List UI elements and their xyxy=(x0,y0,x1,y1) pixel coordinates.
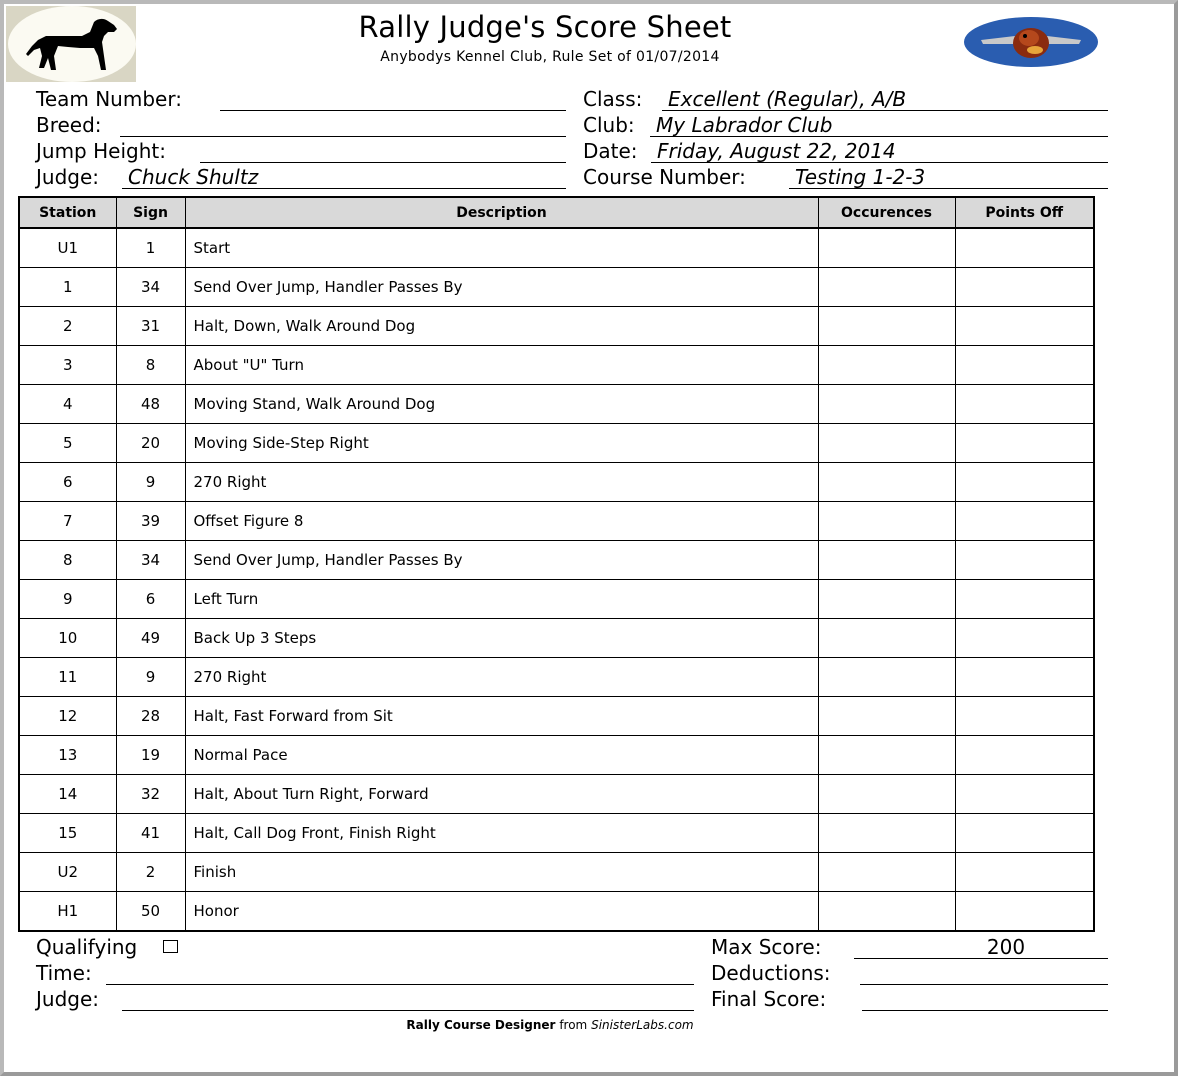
occurences-cell[interactable] xyxy=(818,658,955,697)
station-cell: H1 xyxy=(19,892,116,932)
sign-cell: 9 xyxy=(116,658,185,697)
points-off-cell[interactable] xyxy=(955,541,1094,580)
sign-cell: 34 xyxy=(116,268,185,307)
club-label: Club: xyxy=(583,113,635,137)
team-number-label: Team Number: xyxy=(36,87,182,111)
occurences-cell[interactable] xyxy=(818,853,955,892)
sign-cell: 6 xyxy=(116,580,185,619)
table-row xyxy=(19,853,1094,892)
description-cell: Normal Pace xyxy=(185,736,818,775)
station-cell: 7 xyxy=(19,502,116,541)
occurences-cell[interactable] xyxy=(818,385,955,424)
table-row xyxy=(19,775,1094,814)
jump-height-label: Jump Height: xyxy=(36,139,166,163)
occurences-cell[interactable] xyxy=(818,541,955,580)
occurences-cell[interactable] xyxy=(818,736,955,775)
description-cell: Finish xyxy=(185,853,818,892)
points-off-cell[interactable] xyxy=(955,892,1094,932)
col-header-sign: Sign xyxy=(116,197,185,228)
station-cell: 12 xyxy=(19,697,116,736)
table-row xyxy=(19,463,1094,502)
col-header-occurences: Occurences xyxy=(818,197,955,228)
table-row xyxy=(19,424,1094,463)
points-off-cell[interactable] xyxy=(955,736,1094,775)
table-row xyxy=(19,736,1094,775)
station-cell: 2 xyxy=(19,307,116,346)
table-row xyxy=(19,892,1094,932)
date-label: Date: xyxy=(583,139,638,163)
sign-cell: 20 xyxy=(116,424,185,463)
station-cell: 3 xyxy=(19,346,116,385)
jump-height-field[interactable] xyxy=(200,139,566,163)
footer-credit xyxy=(300,1018,800,1032)
sign-cell: 49 xyxy=(116,619,185,658)
table-row xyxy=(19,307,1094,346)
table-row xyxy=(19,502,1094,541)
col-header-station: Station xyxy=(19,197,116,228)
occurences-cell[interactable] xyxy=(818,228,955,268)
occurences-cell[interactable] xyxy=(818,268,955,307)
points-off-cell[interactable] xyxy=(955,268,1094,307)
sign-cell: 48 xyxy=(116,385,185,424)
sign-cell: 50 xyxy=(116,892,185,932)
deductions-label: Deductions: xyxy=(711,961,831,985)
description-cell: 270 Right xyxy=(185,658,818,697)
occurences-cell[interactable] xyxy=(818,580,955,619)
club-field[interactable]: My Labrador Club xyxy=(650,113,1108,137)
occurences-cell[interactable] xyxy=(818,775,955,814)
description-cell: Halt, Call Dog Front, Finish Right xyxy=(185,814,818,853)
table-header-row xyxy=(19,197,1094,228)
sign-cell: 1 xyxy=(116,228,185,268)
max-score-field[interactable]: 200 xyxy=(854,935,1108,959)
points-off-cell[interactable] xyxy=(955,424,1094,463)
final-score-label: Final Score: xyxy=(711,987,827,1011)
sign-cell: 39 xyxy=(116,502,185,541)
judge-label: Judge: xyxy=(36,165,100,189)
col-header-points-off: Points Off xyxy=(955,197,1094,228)
occurences-cell[interactable] xyxy=(818,619,955,658)
points-off-cell[interactable] xyxy=(955,346,1094,385)
sign-cell: 28 xyxy=(116,697,185,736)
occurences-cell[interactable] xyxy=(818,463,955,502)
station-cell: 8 xyxy=(19,541,116,580)
sign-cell: 19 xyxy=(116,736,185,775)
points-off-cell[interactable] xyxy=(955,775,1094,814)
sign-cell: 41 xyxy=(116,814,185,853)
table-row xyxy=(19,658,1094,697)
station-cell: 15 xyxy=(19,814,116,853)
points-off-cell[interactable] xyxy=(955,814,1094,853)
points-off-cell[interactable] xyxy=(955,228,1094,268)
page-title: Rally Judge's Score Sheet xyxy=(358,10,732,44)
occurences-cell[interactable] xyxy=(818,697,955,736)
description-cell: Send Over Jump, Handler Passes By xyxy=(185,268,818,307)
footer-product: Rally Course Designer xyxy=(406,1018,556,1032)
time-field[interactable] xyxy=(106,961,694,985)
occurences-cell[interactable] xyxy=(818,814,955,853)
station-cell: U2 xyxy=(19,853,116,892)
table-row xyxy=(19,385,1094,424)
description-cell: Start xyxy=(185,228,818,268)
description-cell: Halt, About Turn Right, Forward xyxy=(185,775,818,814)
final-score-field[interactable] xyxy=(862,987,1108,1011)
max-score-label: Max Score: xyxy=(711,935,822,959)
description-cell: Send Over Jump, Handler Passes By xyxy=(185,541,818,580)
points-off-cell[interactable] xyxy=(955,853,1094,892)
points-off-cell[interactable] xyxy=(955,385,1094,424)
station-cell: U1 xyxy=(19,228,116,268)
sign-cell: 9 xyxy=(116,463,185,502)
occurences-cell[interactable] xyxy=(818,424,955,463)
course-number-field[interactable]: Testing 1-2-3 xyxy=(789,165,1108,189)
footer-from: from xyxy=(559,1018,588,1032)
station-cell: 14 xyxy=(19,775,116,814)
sign-cell: 32 xyxy=(116,775,185,814)
col-header-description: Description xyxy=(185,197,818,228)
occurences-cell[interactable] xyxy=(818,346,955,385)
station-cell: 5 xyxy=(19,424,116,463)
sign-cell: 2 xyxy=(116,853,185,892)
score-table xyxy=(18,196,1095,932)
station-cell: 4 xyxy=(19,385,116,424)
deductions-field[interactable] xyxy=(860,961,1108,985)
occurences-cell[interactable] xyxy=(818,502,955,541)
station-cell: 13 xyxy=(19,736,116,775)
occurences-cell[interactable] xyxy=(818,307,955,346)
station-cell: 9 xyxy=(19,580,116,619)
footer-site-link[interactable]: SinisterLabs.com xyxy=(591,1018,694,1032)
description-cell: Honor xyxy=(185,892,818,932)
description-cell: 270 Right xyxy=(185,463,818,502)
class-label: Class: xyxy=(583,87,643,111)
description-cell: Offset Figure 8 xyxy=(185,502,818,541)
occurences-cell[interactable] xyxy=(818,892,955,932)
qualifying-checkbox[interactable] xyxy=(163,940,178,953)
date-field[interactable]: Friday, August 22, 2014 xyxy=(651,139,1108,163)
qualifying-label: Qualifying xyxy=(36,935,138,959)
table-row xyxy=(19,346,1094,385)
sign-cell: 8 xyxy=(116,346,185,385)
breed-label: Breed: xyxy=(36,113,102,137)
table-row xyxy=(19,619,1094,658)
description-cell: Halt, Fast Forward from Sit xyxy=(185,697,818,736)
station-cell: 10 xyxy=(19,619,116,658)
sign-cell: 34 xyxy=(116,541,185,580)
points-off-cell[interactable] xyxy=(955,307,1094,346)
description-cell: Moving Side-Step Right xyxy=(185,424,818,463)
team-number-field[interactable] xyxy=(220,87,566,111)
points-off-cell[interactable] xyxy=(955,502,1094,541)
table-row xyxy=(19,228,1094,268)
points-off-cell[interactable] xyxy=(955,463,1094,502)
description-cell: Moving Stand, Walk Around Dog xyxy=(185,385,818,424)
table-row xyxy=(19,814,1094,853)
dog-club-emblem xyxy=(963,16,1099,68)
description-cell: Left Turn xyxy=(185,580,818,619)
table-row xyxy=(19,268,1094,307)
points-off-cell[interactable] xyxy=(955,658,1094,697)
breed-field[interactable] xyxy=(120,113,566,137)
points-off-cell[interactable] xyxy=(955,580,1094,619)
station-cell: 1 xyxy=(19,268,116,307)
description-cell: Halt, Down, Walk Around Dog xyxy=(185,307,818,346)
description-cell: About "U" Turn xyxy=(185,346,818,385)
sign-cell: 31 xyxy=(116,307,185,346)
judge-field[interactable]: Chuck Shultz xyxy=(122,165,566,189)
station-cell: 6 xyxy=(19,463,116,502)
bottom-judge-field[interactable] xyxy=(122,987,694,1011)
time-label: Time: xyxy=(36,961,92,985)
table-row xyxy=(19,580,1094,619)
points-off-cell[interactable] xyxy=(955,697,1094,736)
table-row xyxy=(19,697,1094,736)
bottom-judge-label: Judge: xyxy=(36,987,100,1011)
points-off-cell[interactable] xyxy=(955,619,1094,658)
station-cell: 11 xyxy=(19,658,116,697)
labrador-silhouette-logo xyxy=(6,6,136,82)
class-field[interactable]: Excellent (Regular), A/B xyxy=(662,87,1108,111)
table-row xyxy=(19,541,1094,580)
page-subtitle: Anybodys Kennel Club, Rule Set of 01/07/2014 xyxy=(380,49,720,65)
description-cell: Back Up 3 Steps xyxy=(185,619,818,658)
course-number-label: Course Number: xyxy=(583,165,746,189)
